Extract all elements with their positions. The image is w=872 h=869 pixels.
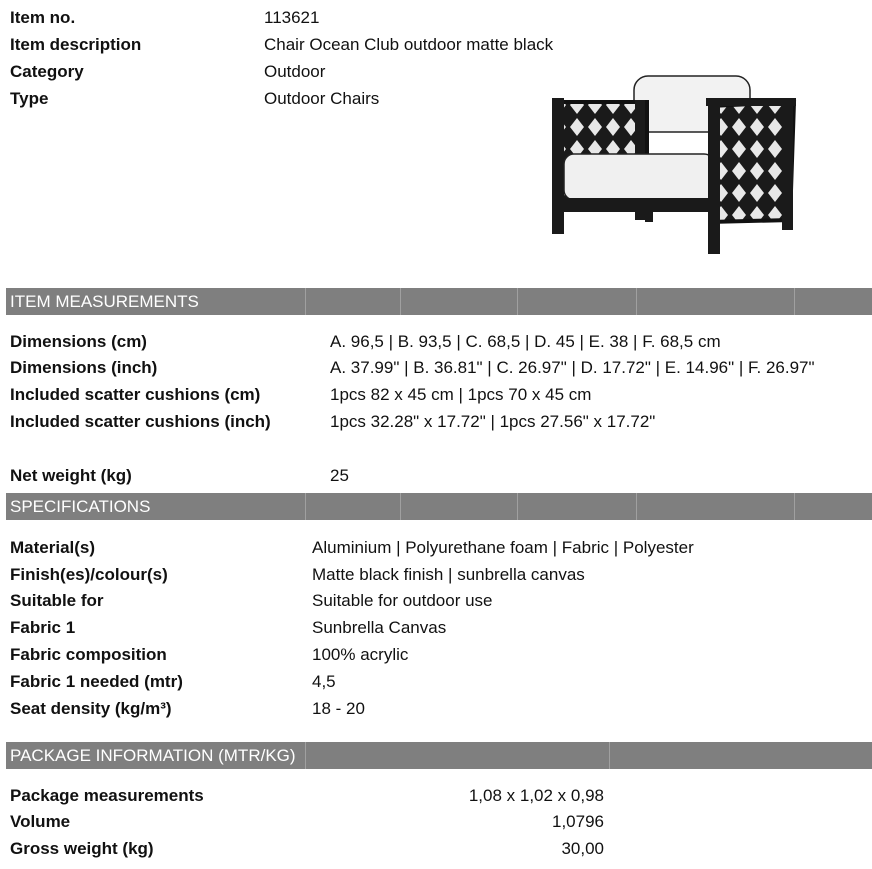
category-value: Outdoor: [264, 62, 326, 81]
materials-value: Aluminium | Polyurethane foam | Fabric | Polyester: [312, 538, 694, 557]
net-weight-value: 25: [330, 466, 349, 485]
scatter-cushions-cm-label: Included scatter cushions (cm): [10, 385, 261, 404]
item-description-value: Chair Ocean Club outdoor matte black: [264, 35, 554, 54]
dimensions-cm-label: Dimensions (cm): [10, 332, 147, 351]
package-measurements-label: Package measurements: [10, 786, 204, 805]
armchair-icon: [550, 72, 800, 257]
scatter-cushions-inch-label: Included scatter cushions (inch): [10, 412, 271, 431]
fabric-needed-value: 4,5: [312, 672, 336, 691]
category-label: Category: [10, 62, 84, 81]
volume-label: Volume: [10, 812, 71, 831]
fabric-1-label: Fabric 1: [10, 618, 76, 637]
suitable-for-label: Suitable for: [10, 591, 104, 610]
suitable-for-value: Suitable for outdoor use: [312, 591, 493, 610]
dimensions-inch-label: Dimensions (inch): [10, 358, 158, 377]
materials-label: Material(s): [10, 538, 96, 557]
item-measurements-title: ITEM MEASUREMENTS: [10, 292, 199, 311]
seat-density-value: 18 - 20: [312, 699, 365, 718]
package-information-header: [6, 742, 872, 769]
item-no-label: Item no.: [10, 8, 76, 27]
type-value: Outdoor Chairs: [264, 89, 380, 108]
specifications-header: [6, 493, 872, 520]
armchair-product-image: [550, 72, 800, 262]
item-description-label: Item description: [10, 35, 142, 54]
net-weight-label: Net weight (kg): [10, 466, 132, 485]
fabric-needed-label: Fabric 1 needed (mtr): [10, 672, 183, 691]
scatter-cushions-inch-value: 1pcs 32.28" x 17.72" | 1pcs 27.56" x 17.72": [330, 412, 656, 431]
finish-label: Finish(es)/colour(s): [10, 565, 168, 584]
dimensions-cm-value: A. 96,5 | B. 93,5 | C. 68,5 | D. 45 | E. 38 | F. 68,5 cm: [330, 332, 721, 351]
package-information-title: PACKAGE INFORMATION (MTR/KG): [10, 746, 296, 765]
item-measurements-header: [6, 288, 872, 315]
seat-density-label: Seat density (kg/m³): [10, 699, 172, 718]
dimensions-inch-value: A. 37.99" | B. 36.81" | C. 26.97" | D. 17.72" | E. 14.96" | F. 26.97": [330, 358, 815, 377]
volume-value: 1,0796: [552, 812, 604, 831]
package-measurements-value: 1,08 x 1,02 x 0,98: [468, 786, 604, 805]
specifications-title: SPECIFICATIONS: [10, 497, 151, 516]
type-label: Type: [10, 89, 49, 108]
gross-weight-label: Gross weight (kg): [10, 839, 154, 858]
gross-weight-value: 30,00: [561, 839, 604, 858]
fabric-composition-value: 100% acrylic: [312, 645, 409, 664]
item-no-value: 113621: [264, 8, 320, 27]
finish-value: Matte black finish | sunbrella canvas: [312, 565, 585, 584]
fabric-1-value: Sunbrella Canvas: [312, 618, 447, 637]
fabric-composition-label: Fabric composition: [10, 645, 167, 664]
scatter-cushions-cm-value: 1pcs 82 x 45 cm | 1pcs 70 x 45 cm: [330, 385, 592, 404]
